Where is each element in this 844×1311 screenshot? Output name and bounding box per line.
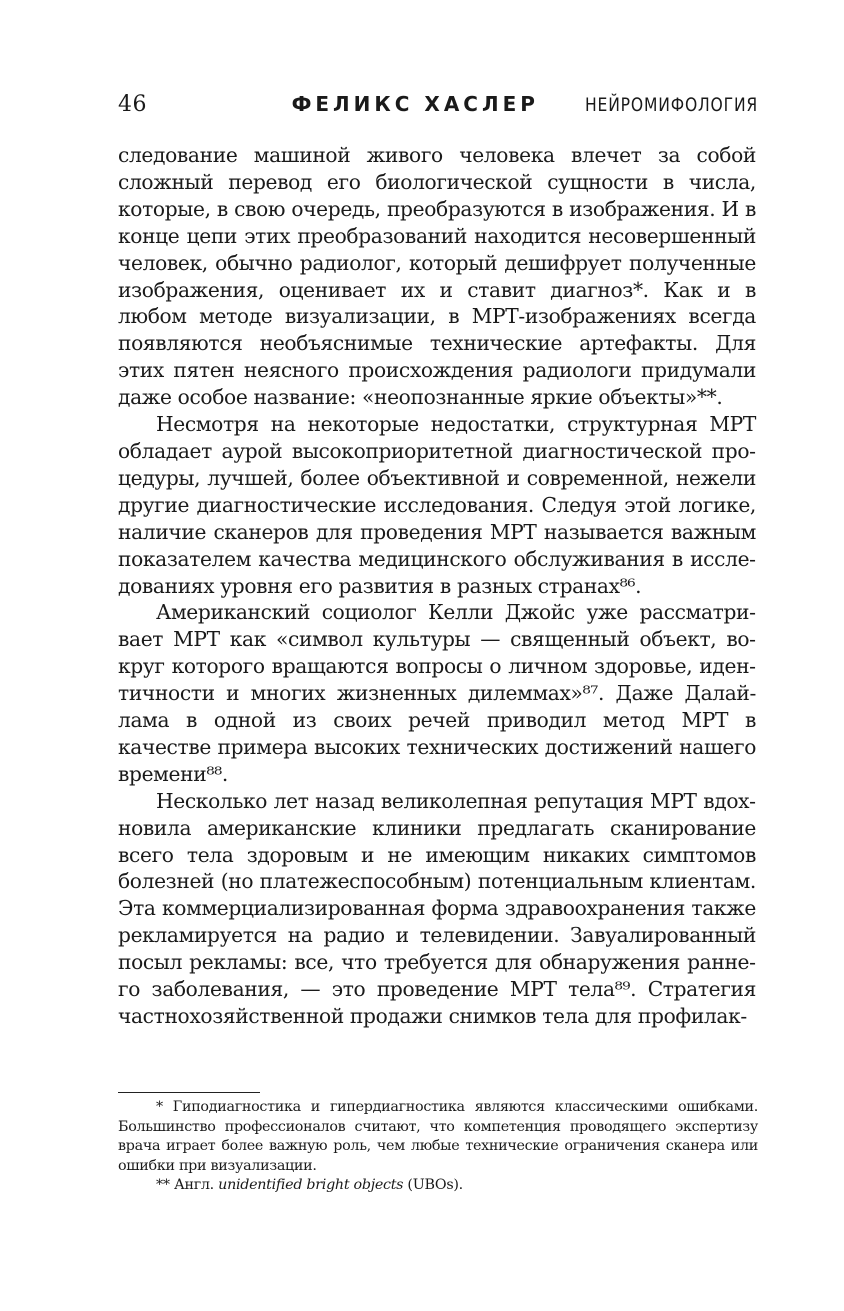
paragraph-4: Несколько лет назад великолепная репутация МРТ вдохновила американские клиники предлагать сканирование всего тела здоровым и не имеющим никаких симптомов болезней (но платежеспособным) потенциальным клиентам. Эта коммерциализированная форма здравоохранения также рекламируется на радио и телевидении. Завуалированный посыл рекламы: все, что требуется для обнаружения раннего заболевания, — это проведение МРТ тела⁸⁹. Стратегия частнохозяйственной продажи снимков тела для профилак- [118, 788, 756, 1028]
footnote-2-english-term: unidentified bright objects [218, 1177, 404, 1194]
footnote-2-suffix: (UBOs). [403, 1177, 463, 1194]
paragraph-1: следование машиной живого человека влечет за собой сложный перевод его биологической сущности в числа, которые, в свою очередь, преобразуются в изображения. И в конце цепи этих преобразований находится несовершенный человек, обычно радиолог, который дешифрует полученные изображения, оценивает их и ставит диагноз*. Как и в любом методе визуализации, в МРТ-изображениях всегда появляются необъяснимые технические артефакты. Для этих пятен неясного происхождения радиологи придумали даже особое название: «неопознанные яркие объекты»**. [118, 143, 756, 410]
running-head-author: ФЕЛИКС ХАСЛЕР [291, 92, 539, 116]
page-header [118, 92, 758, 124]
footnote-2 [118, 1176, 758, 1196]
footnote-1: * Гиподиагностика и гипердиагностика являются классическими ошибками. Большинство профессионалов считают, что компетенция проводящего экспертизу врача играет более важную роль, чем любые технические ограничения сканера или ошибки при визуализации. [118, 1099, 758, 1174]
footnotes [118, 1098, 758, 1196]
footnote-2-prefix: ** Англ. [156, 1177, 219, 1194]
page-number: 46 [118, 92, 147, 117]
footnote-separator [118, 1092, 260, 1093]
paragraph-3: Американский социолог Келли Джойс уже рассматривает МРТ как «символ культуры — священный объект, вокруг которого вращаются вопросы о личном здоровье, идентичности и многих жизненных дилеммах»⁸⁷. Даже Далай-лама в одной из своих речей приводил метод МРТ в качестве примера высоких технических достижений нашего времени⁸⁸. [118, 600, 756, 786]
running-head-book-title: НЕЙРОМИФОЛОГИЯ [584, 94, 758, 116]
paragraph-2: Несмотря на некоторые недостатки, структурная МРТ обладает аурой высокоприоритетной диагностической процедуры, лучшей, более объективной и современной, нежели другие диагностические исследования. Следуя этой логике, наличие сканеров для проведения МРТ называется важным показателем качества медицинского обслуживания в исследованиях уровня его развития в разных странах⁸⁶. [118, 412, 756, 598]
main-text [118, 142, 756, 1030]
running-head [292, 92, 758, 116]
